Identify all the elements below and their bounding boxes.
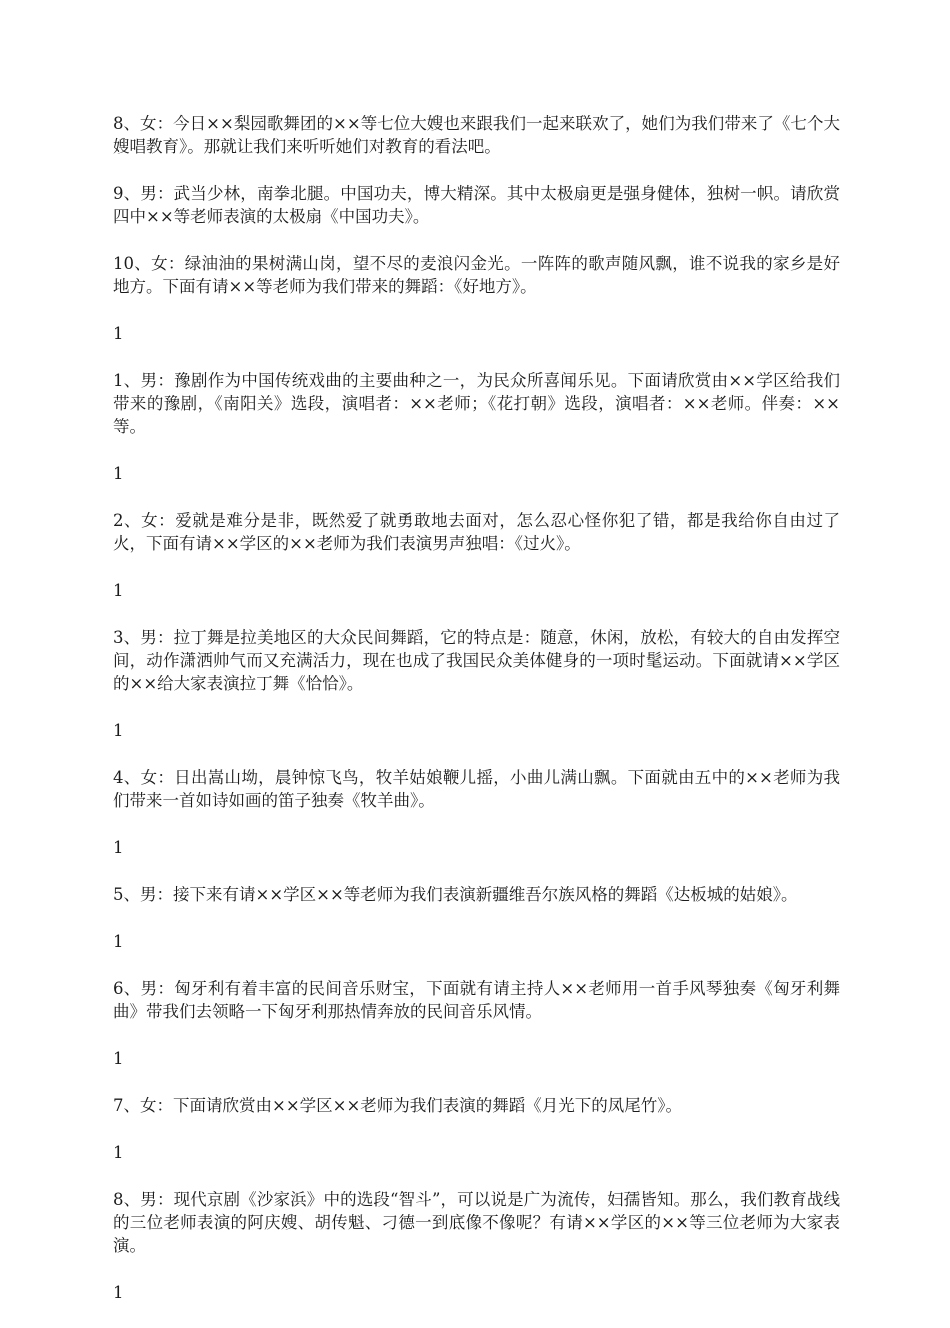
paragraph-female-2: 2、女：爱就是难分是非，既然爱了就勇敢地去面对，怎么忍心怪你犯了错，都是我给你自由过了火，下面有请××学区的××老师为我们表演男声独唱：《过火》。: [113, 511, 840, 553]
page-number-marker: 1: [113, 464, 124, 483]
paragraph-male-6: 6、男：匈牙利有着丰富的民间音乐财宝，下面就有请主持人××老师用一首手风琴独奏《匈牙利舞曲》带我们去领略一下匈牙利那热情奔放的民间音乐风情。: [113, 979, 840, 1021]
page-number-marker: 1: [113, 1049, 124, 1068]
page-number-marker: 1: [113, 721, 124, 740]
paragraph-male-3: 3、男：拉丁舞是拉美地区的大众民间舞蹈，它的特点是：随意，休闲，放松，有较大的自由发挥空间，动作潇洒帅气而又充满活力，现在也成了我国民众美体健身的一项时髦运动。下面就请××学区的××给大家表演拉丁舞《恰恰》。: [113, 628, 840, 693]
page-number-marker: 1: [113, 1143, 124, 1162]
page-number-marker: 1: [113, 838, 124, 857]
paragraph-female-10: 10、女：绿油油的果树满山岗，望不尽的麦浪闪金光。一阵阵的歌声随风飘，谁不说我的家乡是好地方。下面有请××等老师为我们带来的舞蹈：《好地方》。: [113, 254, 840, 296]
page-number-marker: 1: [113, 581, 124, 600]
paragraph-male-8: 8、男：现代京剧《沙家浜》中的选段“智斗”，可以说是广为流传，妇孺皆知。那么，我们教育战线的三位老师表演的阿庆嫂、胡传魁、刁德一到底像不像呢？有请××学区的××等三位老师为大家表演。: [113, 1190, 840, 1255]
paragraph-male-9: 9、男：武当少林，南拳北腿。中国功夫，博大精深。其中太极扇更是强身健体，独树一帜。请欣赏四中××等老师表演的太极扇《中国功夫》。: [113, 184, 840, 226]
paragraph-female-7: 7、女：下面请欣赏由××学区××老师为我们表演的舞蹈《月光下的凤尾竹》。: [113, 1096, 683, 1115]
document-body: [113, 112, 840, 1328]
page-number-marker: 1: [113, 1283, 124, 1302]
page-number-marker: 1: [113, 932, 124, 951]
paragraph-female-4: 4、女：日出嵩山坳，晨钟惊飞鸟，牧羊姑娘鞭儿摇，小曲儿满山飘。下面就由五中的××老师为我们带来一首如诗如画的笛子独奏《牧羊曲》。: [113, 768, 840, 810]
paragraph-male-1: 1、男：豫剧作为中国传统戏曲的主要曲种之一，为民众所喜闻乐见。下面请欣赏由××学区给我们带来的豫剧，《南阳关》选段，演唱者：××老师；《花打朝》选段，演唱者：××老师。伴奏：××等。: [113, 371, 840, 436]
paragraph-female-8: 8、女：今日××梨园歌舞团的××等七位大嫂也来跟我们一起来联欢了，她们为我们带来了《七个大嫂唱教育》。那就让我们来听听她们对教育的看法吧。: [113, 114, 840, 156]
paragraph-male-5: 5、男：接下来有请××学区××等老师为我们表演新疆维吾尔族风格的舞蹈《达板城的姑娘》。: [113, 885, 798, 904]
page-number-marker: 1: [113, 324, 124, 343]
